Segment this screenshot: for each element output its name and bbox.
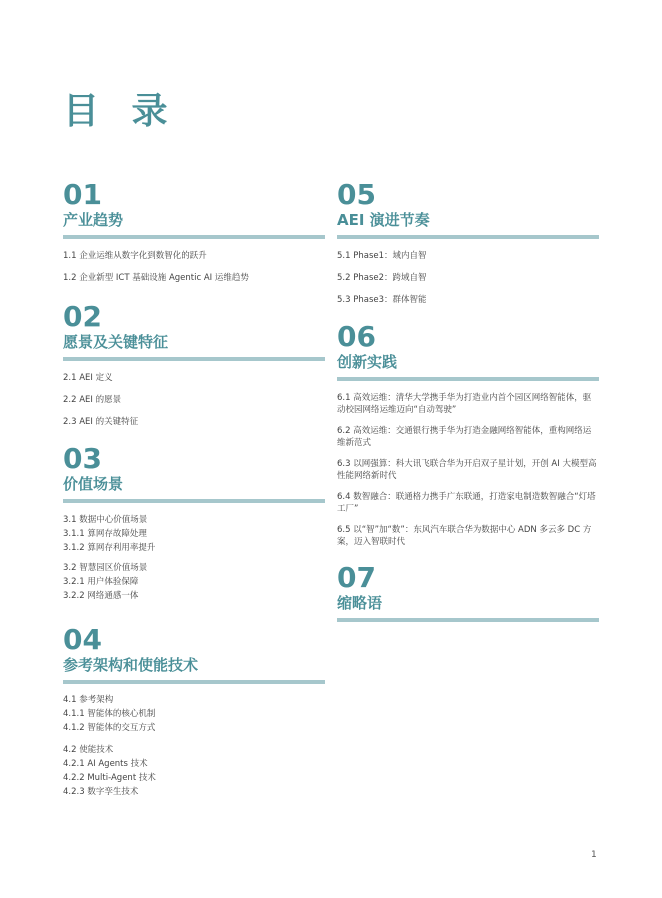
toc-section-04 [63, 625, 325, 684]
toc-item[interactable]: 4.2.1 AI Agents 技术 [63, 759, 148, 769]
toc-item[interactable]: 2.3 AEI 的关键特征 [63, 417, 139, 427]
toc-item[interactable]: 4.2.3 数字孪生技术 [63, 787, 139, 797]
section-divider [337, 618, 599, 622]
toc-item[interactable]: 3.2.1 用户体验保障 [63, 577, 139, 587]
toc-item[interactable]: 1.2 企业新型 ICT 基础设施 Agentic AI 运维趋势 [63, 273, 249, 283]
toc-item[interactable]: 4.1.2 智能体的交互方式 [63, 723, 156, 733]
toc-section-03 [63, 444, 325, 503]
toc-item[interactable]: 5.2 Phase2：跨域自智 [337, 273, 427, 283]
toc-item[interactable]: 4.2 使能技术 [63, 745, 114, 755]
toc-item[interactable]: 6.4 数智融合：联通格力携手广东联通，打造家电制造数智融合“灯塔工厂” [337, 492, 596, 514]
toc-items-06 [337, 392, 599, 548]
section-heading[interactable]: 价值场景 [63, 475, 124, 493]
toc-item[interactable]: 3.2.2 网络通感一体 [63, 591, 139, 601]
toc-item[interactable]: 6.5 以“智”加“数”：东风汽车联合华为数据中心 ADN 多云多 DC 方案，迈入智联时代 [337, 525, 592, 547]
toc-item[interactable]: 2.2 AEI 的愿景 [63, 395, 122, 405]
toc-section-07 [337, 563, 599, 622]
toc-item[interactable]: 3.2 智慧园区价值场景 [63, 563, 148, 573]
toc-item[interactable]: 3.1 数据中心价值场景 [63, 515, 148, 525]
section-divider [63, 680, 325, 684]
section-divider [63, 499, 325, 503]
toc-item[interactable]: 4.1.1 智能体的核心机制 [63, 709, 156, 719]
section-heading[interactable]: 参考架构和使能技术 [63, 656, 199, 674]
toc-items-01 [63, 250, 325, 284]
section-number: 03 [63, 442, 102, 475]
page-number: 1 [591, 850, 597, 860]
toc-section-05 [337, 180, 599, 239]
section-number: 06 [337, 320, 376, 353]
toc-items-02 [63, 372, 325, 428]
toc-item[interactable]: 3.1.2 算网存利用率提升 [63, 543, 156, 553]
toc-section-06 [337, 322, 599, 381]
section-heading[interactable]: 产业趋势 [63, 211, 124, 229]
section-number: 02 [63, 300, 102, 333]
toc-section-01 [63, 180, 325, 239]
section-heading[interactable]: 愿景及关键特征 [63, 333, 169, 351]
toc-items-03 [63, 514, 325, 602]
page-title: 目 录 [63, 91, 178, 132]
toc-item[interactable]: 3.1.1 算网存故障处理 [63, 529, 147, 539]
toc-item[interactable]: 6.3 以网强算：科大讯飞联合华为开启双子星计划，开创 AI 大模型高性能网络新时代 [337, 459, 597, 481]
section-divider [337, 235, 599, 239]
toc-item[interactable]: 6.1 高效运维：清华大学携手华为打造业内首个园区网络智能体，驱动校园网络运维迈向“自动驾驶” [337, 393, 592, 415]
section-number: 01 [63, 178, 102, 211]
toc-items-04 [63, 694, 325, 798]
section-heading[interactable]: 缩略语 [337, 594, 383, 612]
toc-item[interactable]: 4.1 参考架构 [63, 695, 114, 705]
toc-items-05 [337, 250, 599, 306]
toc-item[interactable]: 4.2.2 Multi-Agent 技术 [63, 773, 156, 783]
toc-item[interactable]: 6.2 高效运维：交通银行携手华为打造金融网络智能体，重构网络运维新范式 [337, 426, 592, 448]
toc-item[interactable]: 1.1 企业运维从数字化到数智化的跃升 [63, 251, 207, 261]
toc-section-02 [63, 302, 325, 361]
section-divider [63, 235, 325, 239]
section-divider [63, 357, 325, 361]
section-number: 04 [63, 623, 102, 656]
section-divider [337, 377, 599, 381]
section-number: 05 [337, 178, 376, 211]
section-heading[interactable]: AEI 演进节奏 [337, 211, 430, 229]
toc-item[interactable]: 5.3 Phase3：群体智能 [337, 295, 427, 305]
toc-item[interactable]: 2.1 AEI 定义 [63, 373, 113, 383]
section-heading[interactable]: 创新实践 [337, 353, 398, 371]
section-number: 07 [337, 561, 376, 594]
toc-item[interactable]: 5.1 Phase1：域内自智 [337, 251, 427, 261]
